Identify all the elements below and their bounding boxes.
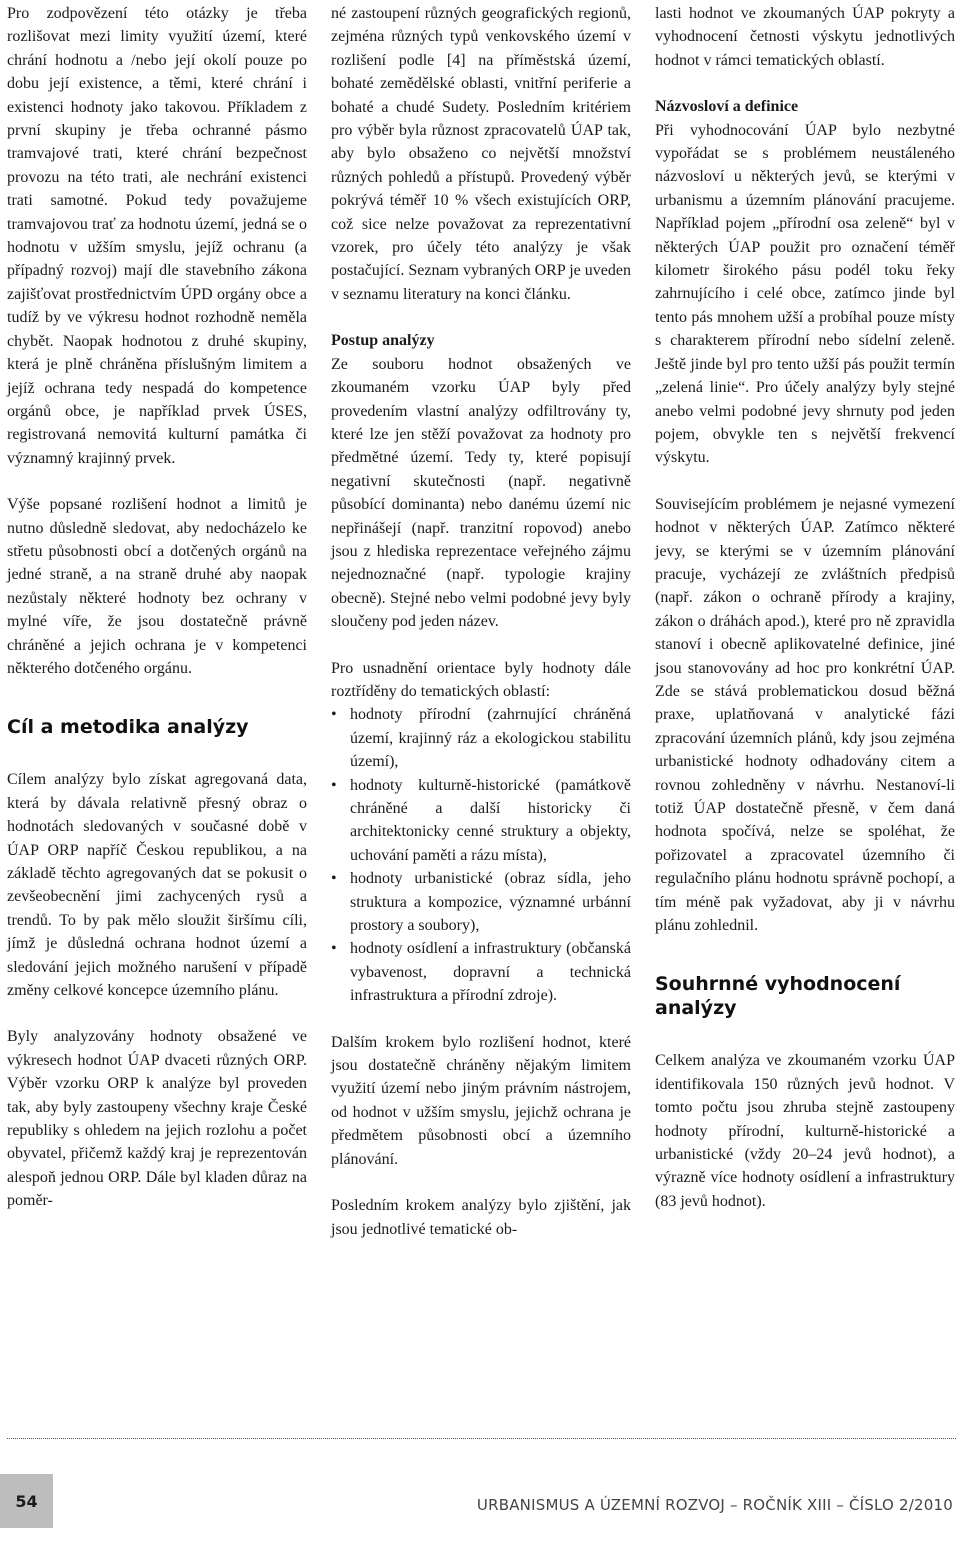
paragraph: Pro zodpovězení této otázky je třeba rozlišovat mezi limity využití území, které chrání hodnotu a /nebo její okolí pouze po dobu její existence, a těmi, které chrání i existenci hodnoty jako takovou. Příkladem z první skupiny je třeba ochranné pásmo tramvajové trati, které chrání bezpečnost provozu na této trati, ale nechrání existenci trati samotné. Pokud tedy považujeme tramvajovou trať za hodnotu území, jedná se o hodnotu v užším smyslu, jejíž ochranu (a případný rozvoj) mají dle stavebního zákona zajišťovat prostřednictvím ÚPD orgány obce a tudíž by ve výkresu hodnot rozhodně neměla chybět. Naopak hodnotou z druhé skupiny, která je plně chráněna příslušným limitem a jejíž ochrana tedy nespadá do kompetence orgánů obce, je například prvek ÚSES, registrovaná nemovitá kulturní památka či významný krajinný prvek. [7,5,307,467]
paragraph: Výše popsané rozlišení hodnot a limitů je nutno důsledně sledovat, aby nedocházelo ke střetu působnosti obcí a dotčených orgánů na jedné straně, a na straně druhé aby naopak nezůstaly některé hodnoty bez ochrany v mylné víře, že jsou dostatečně právně chráněné a jejich ochrana je v kompetenci některého dotčeného orgánu. [7,496,307,677]
list-item: • hodnoty kulturně-historické (památkově chráněné a další historicky či architektonicky cenné struktury a objekty, uchování paměti a rázu místa), [331,774,631,868]
paragraph: Pro usnadnění orientace byly hodnoty dále roztříděny do tematických oblastí: [331,659,631,700]
list-item: • hodnoty přírodní (zahrnující chráněná území, krajinný ráz a ekologickou stabilitu území), [331,703,631,773]
subsection-heading: Postup analýzy [331,332,435,350]
column-left [7,2,307,1213]
section-heading: Souhrnné vyhodnocení analýzy [655,973,901,1020]
paragraph: Cílem analýzy bylo získat agregovaná data, která by dávala relativně přesný obraz o hodnotách sledovaných v současné době v ÚAP ORP napříč Českou republikou, a na základě těchto agregovaných dat se pokusit o zevšeobecnění jimi zachycených rysů a trendů. To by pak mělo sloužit širšímu cíli, jímž je důsledná ochrana hodnot území a sledování jejich možného narušení v případě změny celkové koncepce územního plánu. [7,771,307,1000]
list-item: • hodnoty osídlení a infrastruktury (občanská vybavenost, dopravní a technická infrastruktura a přírodní zdroje). [331,937,631,1007]
section-heading: Cíl a metodika analýzy [7,716,249,739]
paragraph: Byly analyzovány hodnoty obsažené ve výkresech hodnot ÚAP dvaceti různých ORP. Výběr vzorku ORP k analýze byl proveden tak, aby byly zastoupeny všechny kraje České republiky s ohledem na jejich rozlohu a počet obyvatel, přičemž každý kraj je reprezentován alespoň jednou ORP. Dále byl kladen důraz na poměr- [7,1028,307,1210]
paragraph: Při vyhodnocování ÚAP bylo nezbytné vypořádat se s problémem neustáleného názvosloví u některých jevů, se kterými v urbanismu a územním plánování pracujeme. Například pojem „přírodní osa zeleně“ byl v některých ÚAP použit pro označení téměř kilometr širokého pásu podél toku řeky zahrnujícího i celé obce, zatímco jinde byl tento pás mnohem užší a probíhal pouze místy s charakterem přírodní nebo sídelní zeleně. Ještě jinde byl pro tento užší pás použit termín „zelená linie“. Pro účely analýzy byly stejné anebo velmi podobné jevy shrnuty pod jeden pojem, obvykle ten s největší frekvencí výskytu. [655,121,955,467]
list-item: • hodnoty urbanistické (obraz sídla, jeho struktura a kompozice, významné urbánní prostory a soubory), [331,867,631,937]
paragraph: Ze souboru hodnot obsažených ve zkoumaném vzorku ÚAP byly před provedením vlastní analýzy odfiltrovány ty, které lze jen stěží považovat za hodnoty pro předmětné území. Tedy ty, které popisují negativní skutečnosti (např. negativně působící dominanta) nebo danému území nic nepřinášejí (např. tranzitní ropovod) anebo jsou z hlediska reprezentace veřejného zájmu nejednoznačné (např. typologie krajiny obecně). Stejné nebo velmi podobné jevy byly sloučeny pod jeden název. [331,355,631,631]
subsection-heading: Názvosloví a definice [655,98,799,116]
column-right [655,2,955,1213]
journal-title: URBANISMUS A ÚZEMNÍ ROZVOJ – ROČNÍK XIII – ČÍSLO 2/2010 [476,1496,953,1514]
column-middle [331,2,631,1241]
bullet-list [331,703,631,1007]
paragraph: Posledním krokem analýzy bylo zjištění, jak jsou jednotlivé tematické ob- [331,1197,631,1238]
paragraph: Souvisejícím problémem je nejasné vymezení hodnot v některých ÚAP. Zatímco některé jevy, se kterými se v územním plánování pracuje, vycházejí ze zvláštních předpisů (např. zákon o ochraně přírody a krajiny, zákon o dráhách apod.), které pro ně zpravidla stanoví i obecně aplikovatelné definice, jiné jsou stanovovány ad hoc pro konkrétní ÚAP. Zde se stává problematickou dosud běžná praxe, uplatňovaná v analytické fázi zpracování územních plánů, kdy jsou zejména urbanistické hodnoty odhadovány citem a rovnou zohledněny v návrhu. Nestanoví-li totiž ÚAP dostatečně přesně, v čem daná hodnota spočívá, nelze se spoléhat, že pořizovatel a zpracovatel územního či regulačního plánu hodnotu správně pochopí, a tím méně pak vyžadovat, aby ji v návrhu plánu zohlednil. [655,495,955,935]
page-number: 54 [0,1474,53,1528]
paragraph: né zastoupení různých geografických regionů, zejména různých typů venkovského území v rozlišení podle [4] na příměstská území, bohaté zemědělské oblasti, vnitřní periferie a bohaté a chudé Sudety. Posledním kritériem pro výběr byla různost zpracovatelů ÚAP tak, aby bylo obsaženo co největší množství různých pohledů a přístupů. Provedený výběr pokrývá téměř 10 % všech existujících ORP, což sice nelze považovat za reprezentativní vzorek, pro účely této analýzy je však postačující. Seznam vybraných ORP je uveden v seznamu literatury na konci článku. [331,5,631,303]
paragraph: lasti hodnot ve zkoumaných ÚAP pokryty a vyhodnocení četnosti výskytu jednotlivých hodnot v rámci tematických oblastí. [655,5,955,69]
footer-divider [7,1438,956,1439]
paragraph: Dalším krokem bylo rozlišení hodnot, které jsou dostatečně chráněny nějakým limitem využití území nebo jiným právním nástrojem, od hodnot v užším smyslu, jejichž ochrana je předmětem působnosti obcí a územního plánování. [331,1033,631,1168]
paragraph: Celkem analýza ve zkoumaném vzorku ÚAP identifikovala 150 různých jevů hodnot. V tomto počtu jsou zhruba stejně zastoupeny hodnoty přírodní, kulturně-historické a urbanistické (vždy 20–24 jevů hodnot), a výrazně více hodnoty osídlení a infrastruktury (83 jevů hodnot). [655,1052,955,1210]
